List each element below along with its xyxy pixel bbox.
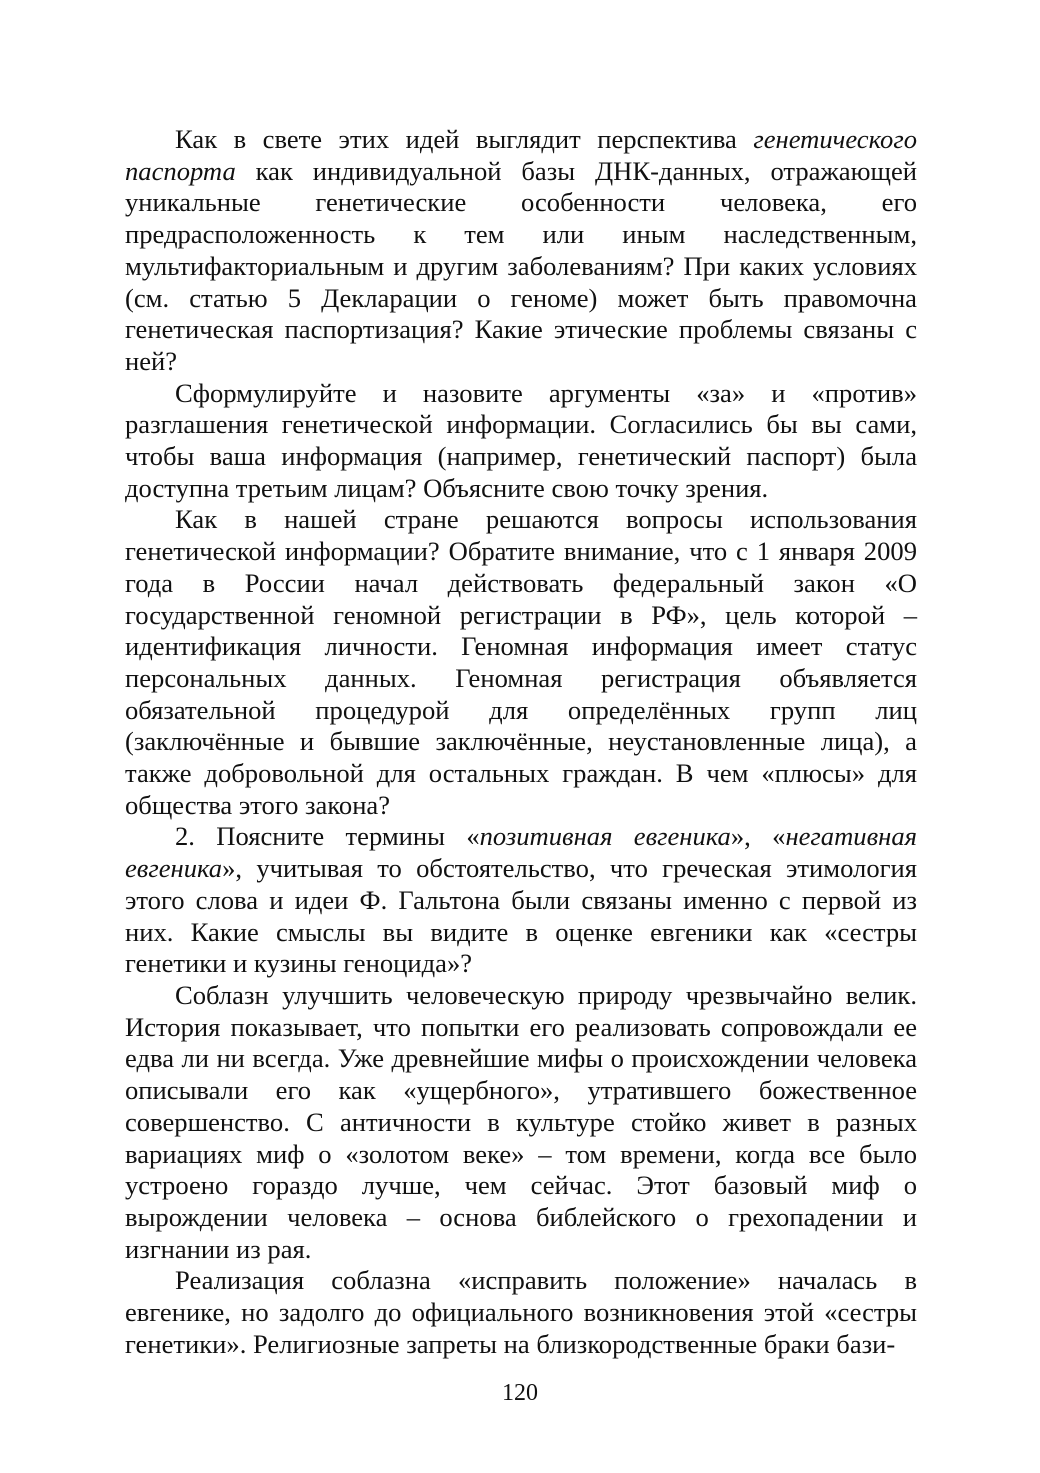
paragraph-disclosure-arguments: Сформулируйте и назовите аргументы «за» и «против» разглашения генетической информации. Согласились бы вы сами, чтобы ваша информация (например, генетический паспорт) была доступна третьим лицам? Объясните свою точку зрения. (125, 377, 917, 503)
paragraph-temptation: Соблазн улучшить человеческую природу чрезвычайно велик. История показывает, что попытки его реализовать сопровождали ее едва ли ни всегда. Уже древнейшие мифы о происхождении человека описывали его как «ущербного», утратившего божественное совершенство. С античности в культуре стойко живет в разных вариациях миф о «золотом веке» – том времени, когда все было устроено гораздо лучше, чем сейчас. Этот базовый миф о вырождении человека – основа библейского о грехопадении и изгнании из рая. (125, 979, 917, 1264)
paragraph-genomic-registration: Как в нашей стране решаются вопросы использования генетической информации? Обратите внимание, что с 1 января 2009 года в России начал действовать федеральный закон «О государственной геномной регистрации в РФ», цель которой – идентификация личности. Геномная информация имеет статус персональных данных. Геномная регистрация объявляется обязательной процедурой для определённых групп лиц (заключённые и бывшие заключённые, неустановленные лица), а также добровольной для остальных граждан. В чем «плюсы» для общества этого закона? (125, 504, 917, 820)
paragraph-genetic-passport: Как в свете этих идей выглядит перспектива генетического паспорта как индивидуальной базы ДНК-данных, отражающей уникальные генетические особенности человека, его предрасположенность к тем или иным наследственным, мультифакториальным и другим заболеваниям? При каких условиях (см. статью 5 Декларации о геноме) может быть правомочна генетическая паспортизация? Какие этические проблемы связаны с ней? (125, 124, 917, 376)
page-body (125, 124, 917, 1360)
page-number: 120 (502, 1380, 538, 1406)
paragraph-realization: Реализация соблазна «исправить положение» началась в евгенике, но задолго до официального возникновения этой «сестры генетики». Религиозные запреты на близкородственные браки бази- (125, 1265, 917, 1359)
paragraph-eugenics-terms: 2. Поясните термины «позитивная евгеника», «негативная евгеника», учитывая то обстоятельство, что греческая этимология этого слова и идеи Ф. Гальтона были связаны именно с первой из них. Какие смыслы вы видите в оценке евгеники как «сестры генетики и кузины геноцида»? (125, 821, 918, 979)
italic-term: негативная евгеника (125, 821, 918, 884)
italic-term: позитивная евгеника (479, 821, 731, 852)
italic-term: генетического паспорта (125, 124, 917, 186)
